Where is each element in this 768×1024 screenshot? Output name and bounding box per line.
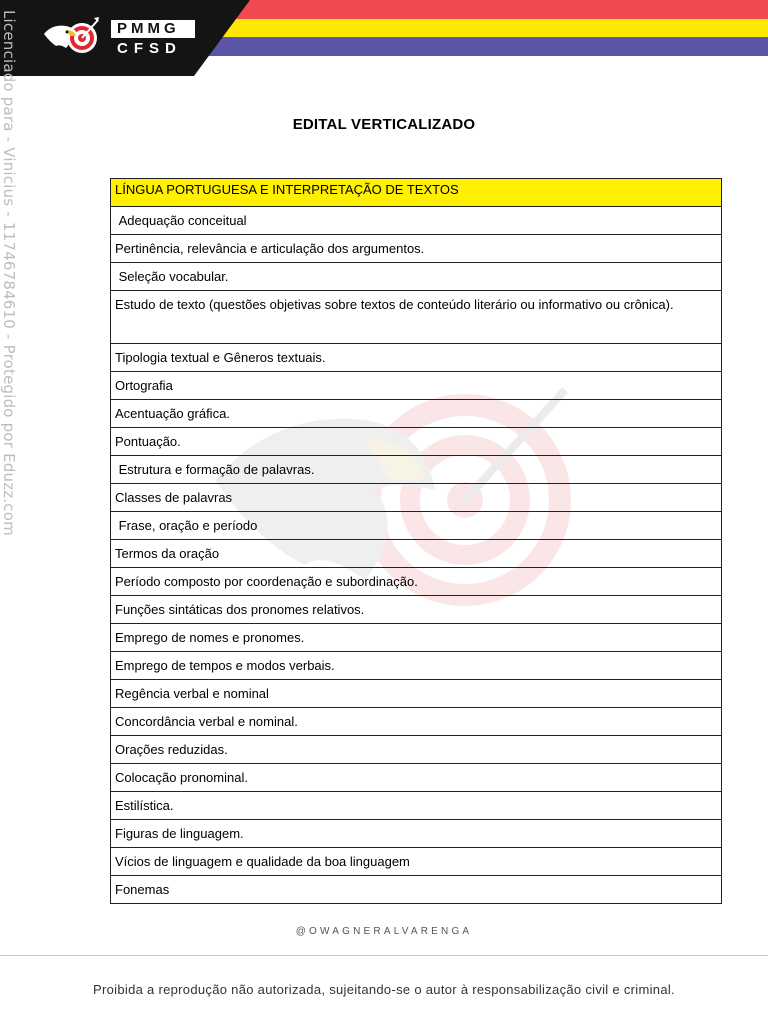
- table-header-row: [111, 179, 722, 207]
- table-cell: Emprego de tempos e modos verbais.: [111, 652, 722, 680]
- table-cell: Figuras de linguagem.: [111, 820, 722, 848]
- table-row: [111, 820, 722, 848]
- table-row: [111, 848, 722, 876]
- table-cell: Termos da oração: [111, 540, 722, 568]
- table-cell: Período composto por coordenação e subordinação.: [111, 568, 722, 596]
- footer-disclaimer: Proibida a reprodução não autorizada, sujeitando-se o autor à responsabilização civil e criminal.: [93, 982, 675, 997]
- table-header-cell: LÍNGUA PORTUGUESA E INTERPRETAÇÃO DE TEXTOS: [111, 179, 722, 207]
- table-row: [111, 400, 722, 428]
- table-row: [111, 596, 722, 624]
- table-cell: Classes de palavras: [111, 484, 722, 512]
- table-cell: Colocação pronominal.: [111, 764, 722, 792]
- table-row: [111, 680, 722, 708]
- page-header: [0, 0, 768, 76]
- table-cell: Tipologia textual e Gêneros textuais.: [111, 344, 722, 372]
- table-cell: Ortografia: [111, 372, 722, 400]
- table-cell: Pertinência, relevância e articulação dos argumentos.: [111, 235, 722, 263]
- table-row: [111, 372, 722, 400]
- footer-divider: [0, 955, 768, 956]
- table-row: [111, 876, 722, 904]
- table-cell: Regência verbal e nominal: [111, 680, 722, 708]
- table-cell: Emprego de nomes e pronomes.: [111, 624, 722, 652]
- table-cell: Estilística.: [111, 792, 722, 820]
- table-cell: Estudo de texto (questões objetivas sobre textos de conteúdo literário ou informativo ou crônica).: [111, 291, 722, 344]
- table-row: [111, 344, 722, 372]
- table-row: [111, 428, 722, 456]
- table-cell: Estrutura e formação de palavras.: [111, 456, 722, 484]
- brand-logo: [111, 20, 195, 58]
- table-cell: Funções sintáticas dos pronomes relativos.: [111, 596, 722, 624]
- social-handle: @OWAGNERALVARENGA: [295, 926, 473, 937]
- table-row: [111, 764, 722, 792]
- table-cell: Orações reduzidas.: [111, 736, 722, 764]
- page-title: EDITAL VERTICALIZADO: [292, 116, 476, 133]
- table-row: [111, 263, 722, 291]
- table-cell: Adequação conceitual: [111, 207, 722, 235]
- eagle-target-icon: [42, 16, 100, 60]
- table-row: [111, 624, 722, 652]
- table-row: [111, 456, 722, 484]
- table-row: [111, 235, 722, 263]
- table-row: [111, 792, 722, 820]
- table-row: [111, 291, 722, 344]
- brand-bottom-text: CFSD: [117, 40, 182, 57]
- table-row: [111, 736, 722, 764]
- table-cell: Seleção vocabular.: [111, 263, 722, 291]
- table-row: [111, 568, 722, 596]
- table-row: [111, 652, 722, 680]
- table-cell: Vícios de linguagem e qualidade da boa linguagem: [111, 848, 722, 876]
- table-cell: Acentuação gráfica.: [111, 400, 722, 428]
- table-row: [111, 540, 722, 568]
- license-text: Licenciado para - Vinicius - 11746784610 - Protegido por Eduzz.com: [0, 10, 18, 536]
- table-row: [111, 708, 722, 736]
- table-cell: Frase, oração e período: [111, 512, 722, 540]
- table-row: [111, 207, 722, 235]
- table-cell: Pontuação.: [111, 428, 722, 456]
- table-cell: Concordância verbal e nominal.: [111, 708, 722, 736]
- table-cell: Fonemas: [111, 876, 722, 904]
- brand-top-text: PMMG: [111, 20, 195, 38]
- syllabus-table: [110, 178, 722, 904]
- table-row: [111, 484, 722, 512]
- table-row: [111, 512, 722, 540]
